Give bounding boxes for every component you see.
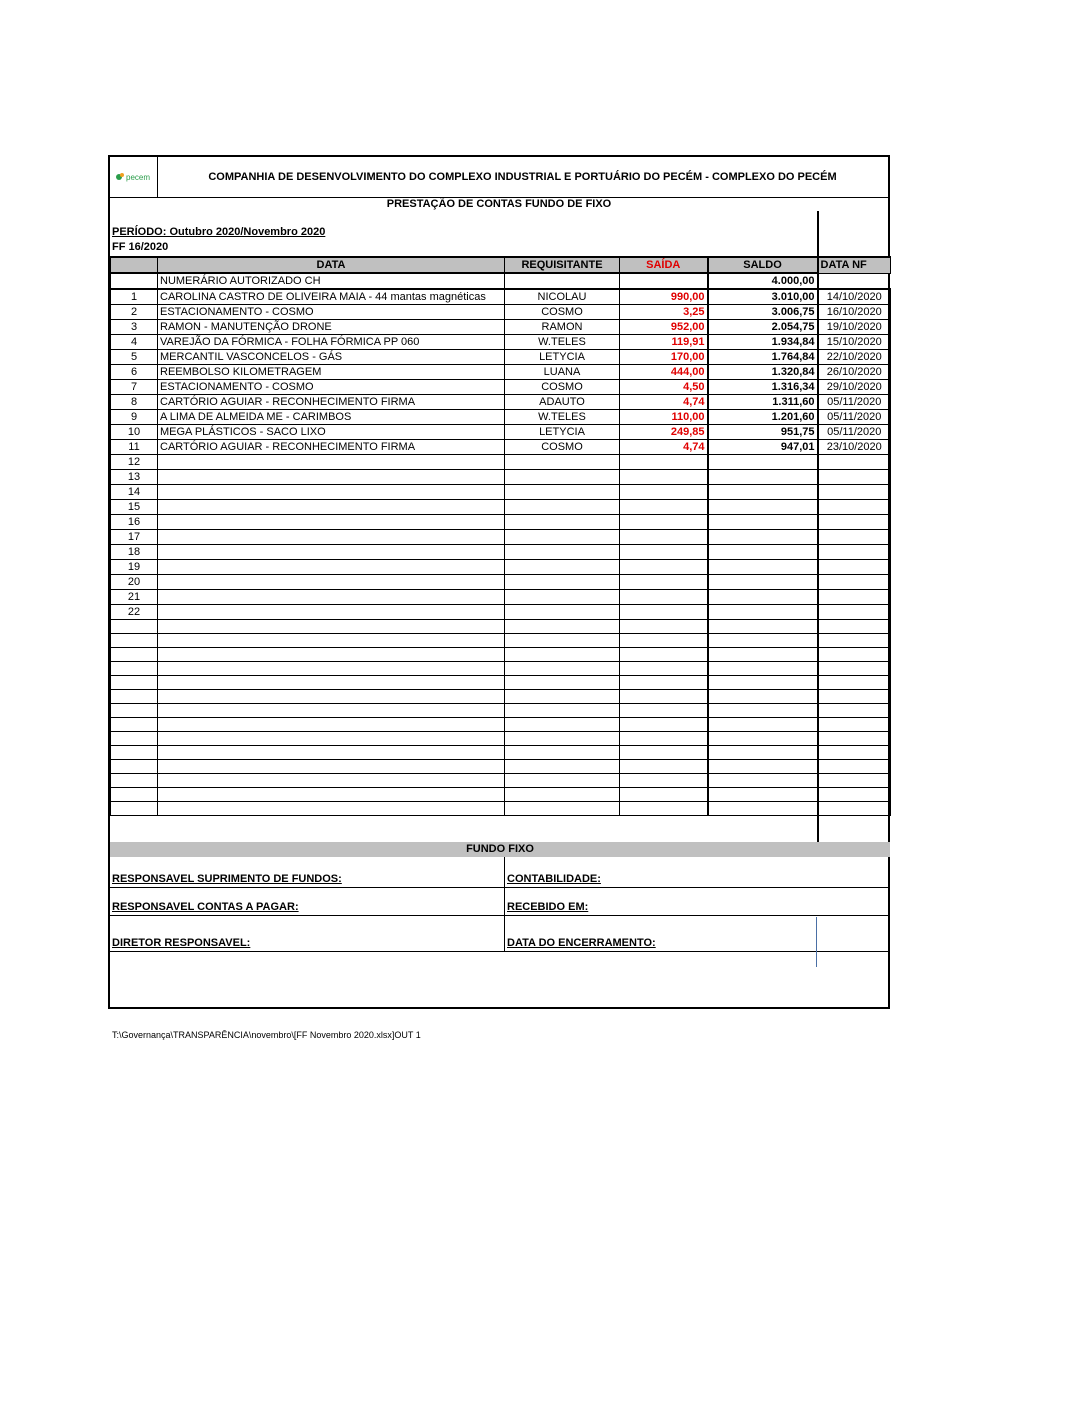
cell-datanf (818, 774, 891, 788)
cell-number (111, 746, 158, 760)
cell-saida: 3,25 (620, 305, 708, 320)
col-data-header: DATA (158, 257, 505, 273)
cell-number: 19 (111, 560, 158, 575)
cell-saida: 444,00 (620, 365, 708, 380)
cell-datanf (818, 760, 891, 774)
cell-saldo: 1.311,60 (708, 395, 818, 410)
cell-saldo (708, 620, 818, 634)
table-row (111, 440, 891, 455)
cell-number: 21 (111, 590, 158, 605)
cell-saldo: 2.054,75 (708, 320, 818, 335)
cell-number (111, 634, 158, 648)
cell-saida: 4,50 (620, 380, 708, 395)
cell-datanf (818, 605, 891, 620)
cell-description: CAROLINA CASTRO DE OLIVEIRA MAIA - 44 mantas magnéticas (158, 289, 505, 305)
cell-description (158, 760, 505, 774)
table-row (111, 760, 891, 774)
cell-saida (620, 500, 708, 515)
cell-description: MERCANTIL VASCONCELOS - GÁS (158, 350, 505, 365)
table-row (111, 380, 891, 395)
table-row (111, 662, 891, 676)
cell-requisitante (505, 648, 620, 662)
cell-description (158, 732, 505, 746)
cell-description (158, 802, 505, 816)
cell-saida (620, 273, 708, 289)
cell-datanf: 23/10/2020 (818, 440, 891, 455)
cell-saida: 4,74 (620, 395, 708, 410)
cell-requisitante (505, 575, 620, 590)
cell-requisitante: COSMO (505, 440, 620, 455)
cell-saida (620, 590, 708, 605)
cell-number: 5 (111, 350, 158, 365)
table-row (111, 774, 891, 788)
cell-description: RAMON - MANUTENÇÃO DRONE (158, 320, 505, 335)
cell-saida (620, 455, 708, 470)
cell-datanf (818, 273, 891, 289)
expense-report-sheet (108, 155, 890, 1009)
cell-saldo (708, 732, 818, 746)
cell-number: 9 (111, 410, 158, 425)
table-header-row (111, 257, 891, 273)
cell-datanf (818, 676, 891, 690)
cell-saldo (708, 704, 818, 718)
cell-saldo (708, 575, 818, 590)
table-row (111, 676, 891, 690)
cell-saida (620, 760, 708, 774)
cell-requisitante: LETYCIA (505, 425, 620, 440)
divider-line (817, 211, 819, 256)
cell-datanf (818, 802, 891, 816)
cell-requisitante (505, 500, 620, 515)
table-row (111, 704, 891, 718)
cell-saldo: 3.006,75 (708, 305, 818, 320)
cell-saida (620, 648, 708, 662)
cell-datanf: 29/10/2020 (818, 380, 891, 395)
col-saldo-header: SALDO (708, 257, 818, 273)
cell-saldo (708, 500, 818, 515)
cell-description (158, 620, 505, 634)
cell-requisitante: COSMO (505, 380, 620, 395)
cell-number: 3 (111, 320, 158, 335)
table-row (111, 560, 891, 575)
table-row (111, 530, 891, 545)
cell-datanf (818, 500, 891, 515)
table-row (111, 395, 891, 410)
col-requisitante-header: REQUISITANTE (505, 257, 620, 273)
cell-requisitante (505, 732, 620, 746)
cell-datanf (818, 470, 891, 485)
cell-description: MEGA PLÁSTICOS - SACO LIXO (158, 425, 505, 440)
opening-balance-row (111, 273, 891, 289)
cell-description (158, 560, 505, 575)
cell-number: 6 (111, 365, 158, 380)
cell-requisitante: NICOLAU (505, 289, 620, 305)
table-row (111, 802, 891, 816)
cell-requisitante (505, 788, 620, 802)
cell-requisitante (505, 746, 620, 760)
cell-number (111, 732, 158, 746)
cell-requisitante (505, 455, 620, 470)
cell-saida (620, 560, 708, 575)
cell-datanf (818, 575, 891, 590)
cell-description (158, 634, 505, 648)
cell-saida (620, 704, 708, 718)
cell-number (111, 760, 158, 774)
cell-saldo (708, 485, 818, 500)
cell-saida (620, 605, 708, 620)
cell-number: 18 (111, 545, 158, 560)
cell-saldo: 1.764,84 (708, 350, 818, 365)
cell-saldo (708, 788, 818, 802)
cell-saldo: 951,75 (708, 425, 818, 440)
cell-saida (620, 470, 708, 485)
cell-saida (620, 732, 708, 746)
col-number-header (111, 257, 158, 273)
cell-requisitante (505, 545, 620, 560)
cell-description (158, 774, 505, 788)
cell-saida (620, 788, 708, 802)
cell-datanf: 19/10/2020 (818, 320, 891, 335)
cell-saldo (708, 515, 818, 530)
cell-requisitante (505, 620, 620, 634)
table-row (111, 365, 891, 380)
fundo-fixo-title: FUNDO FIXO (110, 842, 890, 857)
cell-saldo (708, 718, 818, 732)
table-row (111, 732, 891, 746)
report-number: FF 16/2020 (112, 241, 169, 253)
label-diretor: DIRETOR RESPONSAVEL: (112, 937, 251, 949)
label-recebido-em: RECEBIDO EM: (507, 901, 589, 913)
report-period: PERÍODO: Outubro 2020/Novembro 2020 (112, 226, 326, 238)
table-row (111, 634, 891, 648)
cell-saldo (708, 746, 818, 760)
cell-description (158, 690, 505, 704)
cell-requisitante (505, 515, 620, 530)
cell-datanf: 05/11/2020 (818, 395, 891, 410)
cell-saida: 952,00 (620, 320, 708, 335)
cell-saida (620, 718, 708, 732)
table-row (111, 485, 891, 500)
cell-datanf (818, 704, 891, 718)
cell-saida (620, 746, 708, 760)
cell-saldo: 1.201,60 (708, 410, 818, 425)
cell-requisitante: ADAUTO (505, 395, 620, 410)
cell-description (158, 515, 505, 530)
table-row (111, 620, 891, 634)
cell-datanf (818, 746, 891, 760)
label-data-encerramento: DATA DO ENCERRAMENTO: (507, 937, 656, 949)
cell-saldo: 1.316,34 (708, 380, 818, 395)
col-saida-header: SAÍDA (620, 257, 708, 273)
cell-requisitante: W.TELES (505, 410, 620, 425)
cell-requisitante (505, 690, 620, 704)
cell-saldo (708, 590, 818, 605)
cell-number: 13 (111, 470, 158, 485)
cell-datanf (818, 634, 891, 648)
cell-number (111, 788, 158, 802)
table-row (111, 305, 891, 320)
cell-number: 14 (111, 485, 158, 500)
cell-number: 2 (111, 305, 158, 320)
cell-requisitante (505, 802, 620, 816)
label-contabilidade: CONTABILIDADE: (507, 873, 601, 885)
cell-saldo (708, 802, 818, 816)
cell-description (158, 500, 505, 515)
cell-datanf: 22/10/2020 (818, 350, 891, 365)
file-path: T:\Governança\TRANSPARÊNCIA\novembro\[FF Novembro 2020.xlsx]OUT 1 (112, 1030, 421, 1040)
report-header (110, 157, 888, 198)
table-row (111, 788, 891, 802)
cell-requisitante (505, 662, 620, 676)
cell-datanf (818, 690, 891, 704)
table-row (111, 590, 891, 605)
cell-requisitante (505, 760, 620, 774)
col-datanf-header: DATA NF (818, 257, 891, 273)
cell-number: 15 (111, 500, 158, 515)
cell-saldo (708, 648, 818, 662)
table-row (111, 575, 891, 590)
cell-requisitante (505, 634, 620, 648)
cell-requisitante (505, 676, 620, 690)
cell-saida (620, 802, 708, 816)
cell-saida: 110,00 (620, 410, 708, 425)
cell-number (111, 704, 158, 718)
cell-description (158, 662, 505, 676)
cell-saida: 990,00 (620, 289, 708, 305)
cell-description (158, 605, 505, 620)
opening-label: NUMERÁRIO AUTORIZADO CH (158, 273, 505, 289)
cell-saida (620, 774, 708, 788)
cell-number (111, 774, 158, 788)
cell-saldo (708, 690, 818, 704)
cell-description (158, 788, 505, 802)
cell-requisitante: RAMON (505, 320, 620, 335)
cell-number: 12 (111, 455, 158, 470)
cell-saldo (708, 455, 818, 470)
cell-datanf (818, 788, 891, 802)
cell-number (111, 620, 158, 634)
table-row (111, 425, 891, 440)
cell-requisitante: LUANA (505, 365, 620, 380)
cell-number (111, 662, 158, 676)
cell-requisitante (505, 774, 620, 788)
cell-number (111, 273, 158, 289)
cell-number: 16 (111, 515, 158, 530)
table-row (111, 605, 891, 620)
cell-requisitante (505, 605, 620, 620)
divider-line (817, 815, 819, 842)
cell-description: A LIMA DE ALMEIDA ME - CARIMBOS (158, 410, 505, 425)
cell-description (158, 676, 505, 690)
cell-saida (620, 662, 708, 676)
cell-number (111, 802, 158, 816)
cell-description (158, 485, 505, 500)
cell-saida (620, 690, 708, 704)
expense-table (110, 256, 891, 816)
cell-datanf (818, 590, 891, 605)
cell-number: 22 (111, 605, 158, 620)
cell-requisitante (505, 273, 620, 289)
cell-saldo (708, 470, 818, 485)
cell-description (158, 470, 505, 485)
cell-datanf (818, 662, 891, 676)
cell-datanf (818, 718, 891, 732)
cell-number: 4 (111, 335, 158, 350)
cell-datanf (818, 530, 891, 545)
table-row (111, 470, 891, 485)
cell-requisitante (505, 485, 620, 500)
cell-requisitante (505, 704, 620, 718)
cell-description (158, 575, 505, 590)
table-row (111, 455, 891, 470)
cell-description (158, 545, 505, 560)
cell-requisitante (505, 470, 620, 485)
cell-number: 1 (111, 289, 158, 305)
cell-description (158, 648, 505, 662)
cell-saldo (708, 605, 818, 620)
cell-saida: 249,85 (620, 425, 708, 440)
cell-datanf (818, 545, 891, 560)
cell-datanf: 16/10/2020 (818, 305, 891, 320)
cell-requisitante (505, 560, 620, 575)
table-row (111, 410, 891, 425)
cell-saida (620, 545, 708, 560)
cell-saldo (708, 676, 818, 690)
cell-description (158, 746, 505, 760)
cell-number (111, 648, 158, 662)
cell-number: 17 (111, 530, 158, 545)
cell-number: 10 (111, 425, 158, 440)
cell-saldo: 1.934,84 (708, 335, 818, 350)
cell-saldo: 3.010,00 (708, 289, 818, 305)
cell-description (158, 718, 505, 732)
cell-saida (620, 620, 708, 634)
cell-description: CARTÓRIO AGUIAR - RECONHECIMENTO FIRMA (158, 395, 505, 410)
cell-saldo: 1.320,84 (708, 365, 818, 380)
cell-description (158, 590, 505, 605)
cell-saida (620, 530, 708, 545)
cell-description: REEMBOLSO KILOMETRAGEM (158, 365, 505, 380)
table-row (111, 746, 891, 760)
cell-datanf (818, 515, 891, 530)
cell-saida: 119,91 (620, 335, 708, 350)
cell-number (111, 690, 158, 704)
cell-description: ESTACIONAMENTO - COSMO (158, 380, 505, 395)
company-name: COMPANHIA DE DESENVOLVIMENTO DO COMPLEXO INDUSTRIAL E PORTUÁRIO DO PECÉM - COMPLEXO DO PECÉM (208, 171, 837, 183)
table-row (111, 335, 891, 350)
cell-description: VAREJÃO DA FÓRMICA - FOLHA FÓRMICA PP 060 (158, 335, 505, 350)
cell-datanf: 05/11/2020 (818, 410, 891, 425)
cell-datanf (818, 485, 891, 500)
divider-line (816, 917, 817, 967)
cell-saida (620, 676, 708, 690)
cell-datanf (818, 648, 891, 662)
cell-description (158, 704, 505, 718)
cell-description (158, 455, 505, 470)
cell-description: ESTACIONAMENTO - COSMO (158, 305, 505, 320)
cell-datanf: 14/10/2020 (818, 289, 891, 305)
cell-datanf: 26/10/2020 (818, 365, 891, 380)
table-row (111, 648, 891, 662)
cell-requisitante (505, 530, 620, 545)
table-row (111, 350, 891, 365)
cell-saldo (708, 634, 818, 648)
cell-saldo (708, 560, 818, 575)
pecem-logo-icon (114, 169, 154, 185)
cell-number: 11 (111, 440, 158, 455)
cell-description: CARTÓRIO AGUIAR - RECONHECIMENTO FIRMA (158, 440, 505, 455)
cell-datanf (818, 732, 891, 746)
cell-description (158, 530, 505, 545)
cell-number: 20 (111, 575, 158, 590)
cell-saldo (708, 530, 818, 545)
cell-datanf: 05/11/2020 (818, 425, 891, 440)
cell-number (111, 676, 158, 690)
cell-datanf (818, 620, 891, 634)
table-row (111, 545, 891, 560)
cell-datanf: 15/10/2020 (818, 335, 891, 350)
cell-number: 8 (111, 395, 158, 410)
cell-number: 7 (111, 380, 158, 395)
cell-saldo (708, 545, 818, 560)
table-row (111, 690, 891, 704)
cell-saldo (708, 662, 818, 676)
table-row (111, 500, 891, 515)
cell-requisitante (505, 590, 620, 605)
cell-datanf (818, 455, 891, 470)
cell-requisitante: COSMO (505, 305, 620, 320)
cell-saida (620, 515, 708, 530)
cell-datanf (818, 560, 891, 575)
cell-saldo (708, 774, 818, 788)
table-row (111, 718, 891, 732)
cell-saida (620, 634, 708, 648)
report-subtitle: PRESTAÇÃO DE CONTAS FUNDO DE FIXO (386, 198, 612, 210)
cell-saida: 170,00 (620, 350, 708, 365)
cell-saida (620, 485, 708, 500)
cell-saldo: 947,01 (708, 440, 818, 455)
cell-requisitante (505, 718, 620, 732)
label-resp-suprimento: RESPONSAVEL SUPRIMENTO DE FUNDOS: (112, 873, 342, 885)
cell-saida: 4,74 (620, 440, 708, 455)
table-row (111, 515, 891, 530)
cell-number (111, 718, 158, 732)
label-resp-contas: RESPONSAVEL CONTAS A PAGAR: (112, 901, 299, 913)
svg-text:pecem: pecem (125, 173, 150, 182)
pecem-logo (110, 157, 158, 197)
cell-requisitante: W.TELES (505, 335, 620, 350)
cell-saida (620, 575, 708, 590)
opening-saldo: 4.000,00 (708, 273, 818, 289)
cell-requisitante: LETYCIA (505, 350, 620, 365)
table-row (111, 320, 891, 335)
cell-saldo (708, 760, 818, 774)
table-row (111, 289, 891, 305)
